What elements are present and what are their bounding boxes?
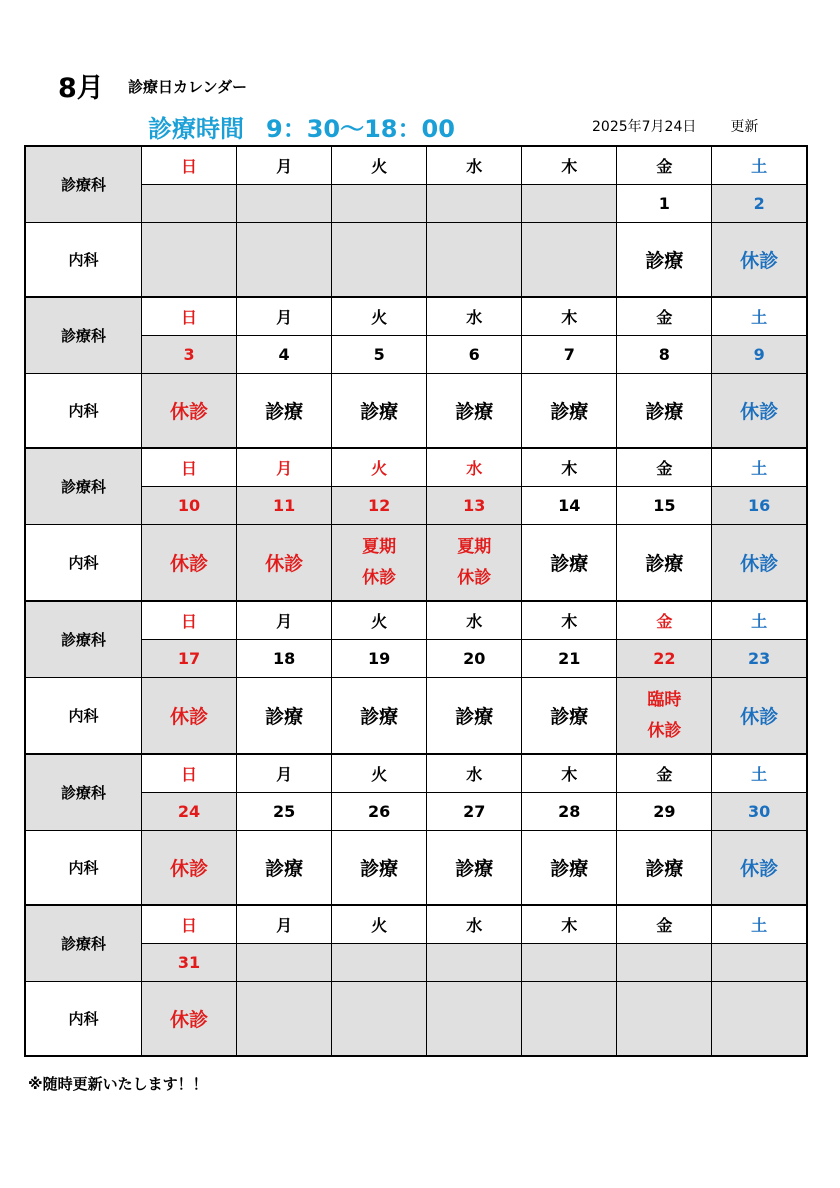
dept-label: 内科 [25,982,142,1057]
dept-header-label: 診療科 [25,905,142,982]
weekday-cell: 火 [332,905,427,944]
date-cell [332,944,427,982]
status-cell: 診療 [427,678,522,755]
status-cell [522,223,617,298]
status-cell [332,982,427,1057]
weekday-cell: 水 [427,448,522,487]
date-cell: 12 [332,487,427,525]
date-cell: 11 [237,487,332,525]
dept-label: 内科 [25,678,142,755]
status-cell: 休診 [712,525,807,602]
weekday-cell: 金 [617,146,712,185]
status-cell: 診療 [522,374,617,449]
status-cell: 休診 [712,223,807,298]
week-4 [25,601,807,754]
date-cell: 6 [427,336,522,374]
date-cell: 4 [237,336,332,374]
date-cell: 10 [142,487,237,525]
weekday-cell: 金 [617,297,712,336]
date-cell: 28 [522,793,617,831]
status-cell: 診療 [237,831,332,906]
consultation-hours [148,109,455,144]
updated-date: 2025年7月24日 [592,119,697,135]
weekday-cell: 土 [712,754,807,793]
status-cell [427,223,522,298]
status-cell: 休診 [712,374,807,449]
status-cell: 診療 [522,678,617,755]
weekday-cell: 月 [237,754,332,793]
weekday-cell: 水 [427,146,522,185]
date-cell: 23 [712,640,807,678]
weekday-cell: 日 [142,146,237,185]
status-cell: 休診 [712,831,807,906]
dept-header-label: 診療科 [25,146,142,223]
date-cell: 3 [142,336,237,374]
dept-header-label: 診療科 [25,297,142,374]
date-cell: 24 [142,793,237,831]
weekday-cell: 土 [712,448,807,487]
status-cell: 診療 [427,374,522,449]
status-cell: 診療 [617,223,712,298]
weekday-cell: 火 [332,146,427,185]
date-cell [427,944,522,982]
weekday-cell: 火 [332,754,427,793]
weekday-cell: 月 [237,601,332,640]
hours-value: 9：30〜18：00 [266,115,455,143]
weekday-cell: 水 [427,601,522,640]
status-cell [237,982,332,1057]
status-cell [427,982,522,1057]
date-cell: 8 [617,336,712,374]
weekday-cell: 土 [712,146,807,185]
updated-label: 更新 [730,119,759,135]
weekday-cell: 火 [332,448,427,487]
week-3 [25,448,807,601]
date-cell [712,944,807,982]
status-cell [522,982,617,1057]
weekday-cell: 土 [712,905,807,944]
month-title: 8月 [58,73,104,104]
date-cell: 15 [617,487,712,525]
dept-header-label: 診療科 [25,448,142,525]
status-cell: 臨時 休診 [617,678,712,755]
date-cell: 9 [712,336,807,374]
weekday-cell: 木 [522,297,617,336]
weekday-cell: 日 [142,297,237,336]
date-cell [237,944,332,982]
weekday-cell: 火 [332,297,427,336]
week-5 [25,754,807,905]
date-cell: 1 [617,185,712,223]
date-cell: 21 [522,640,617,678]
weekday-cell: 木 [522,146,617,185]
updated-info [592,116,758,136]
week-6 [25,905,807,1056]
week-1 [25,146,807,297]
date-cell [522,185,617,223]
dept-label: 内科 [25,223,142,298]
date-cell: 2 [712,185,807,223]
status-cell: 休診 [142,374,237,449]
weekday-cell: 木 [522,754,617,793]
date-cell [142,185,237,223]
status-cell: 休診 [712,678,807,755]
status-cell [712,982,807,1057]
date-cell [427,185,522,223]
status-cell: 休診 [142,525,237,602]
status-cell: 診療 [237,374,332,449]
weekday-cell: 木 [522,601,617,640]
date-cell [522,944,617,982]
status-cell: 診療 [427,831,522,906]
weekday-cell: 水 [427,905,522,944]
status-cell: 夏期 休診 [332,525,427,602]
date-cell: 7 [522,336,617,374]
weekday-cell: 土 [712,297,807,336]
weekday-cell: 金 [617,601,712,640]
weekday-cell: 水 [427,754,522,793]
date-cell: 14 [522,487,617,525]
weekday-cell: 水 [427,297,522,336]
weekday-cell: 日 [142,448,237,487]
date-cell: 13 [427,487,522,525]
status-cell: 診療 [522,831,617,906]
date-cell: 31 [142,944,237,982]
weekday-cell: 金 [617,754,712,793]
date-cell: 18 [237,640,332,678]
date-cell [237,185,332,223]
weekday-cell: 月 [237,146,332,185]
status-cell [332,223,427,298]
date-cell: 20 [427,640,522,678]
status-cell: 診療 [237,678,332,755]
weekday-cell: 日 [142,601,237,640]
date-cell: 29 [617,793,712,831]
status-cell: 夏期 休診 [427,525,522,602]
date-cell [332,185,427,223]
dept-header-label: 診療科 [25,601,142,678]
status-cell: 診療 [617,525,712,602]
status-cell: 診療 [617,831,712,906]
status-cell: 診療 [332,374,427,449]
status-cell: 診療 [617,374,712,449]
date-cell: 30 [712,793,807,831]
status-cell: 診療 [522,525,617,602]
weekday-cell: 火 [332,601,427,640]
date-cell: 19 [332,640,427,678]
status-cell: 診療 [332,678,427,755]
dept-label: 内科 [25,374,142,449]
status-cell: 休診 [142,678,237,755]
weekday-cell: 木 [522,448,617,487]
dept-label: 内科 [25,525,142,602]
dept-label: 内科 [25,831,142,906]
status-cell: 休診 [237,525,332,602]
calendar-title: 診療日カレンダー [128,78,248,96]
weekday-cell: 木 [522,905,617,944]
status-cell: 休診 [142,982,237,1057]
status-cell [142,223,237,298]
date-cell: 17 [142,640,237,678]
calendar-table [24,145,808,1057]
weekday-cell: 月 [237,448,332,487]
hours-label: 診療時間 [148,115,244,143]
weekday-cell: 金 [617,448,712,487]
date-cell: 16 [712,487,807,525]
date-cell: 27 [427,793,522,831]
date-cell [617,944,712,982]
weekday-cell: 日 [142,905,237,944]
weekday-cell: 月 [237,297,332,336]
date-cell: 22 [617,640,712,678]
date-cell: 5 [332,336,427,374]
status-cell [617,982,712,1057]
status-cell [237,223,332,298]
weekday-cell: 土 [712,601,807,640]
status-cell: 休診 [142,831,237,906]
week-2 [25,297,807,448]
dept-header-label: 診療科 [25,754,142,831]
weekday-cell: 日 [142,754,237,793]
weekday-cell: 月 [237,905,332,944]
date-cell: 25 [237,793,332,831]
date-cell: 26 [332,793,427,831]
footer-note: ※随時更新いたします！！ [28,1075,208,1093]
weekday-cell: 金 [617,905,712,944]
status-cell: 診療 [332,831,427,906]
